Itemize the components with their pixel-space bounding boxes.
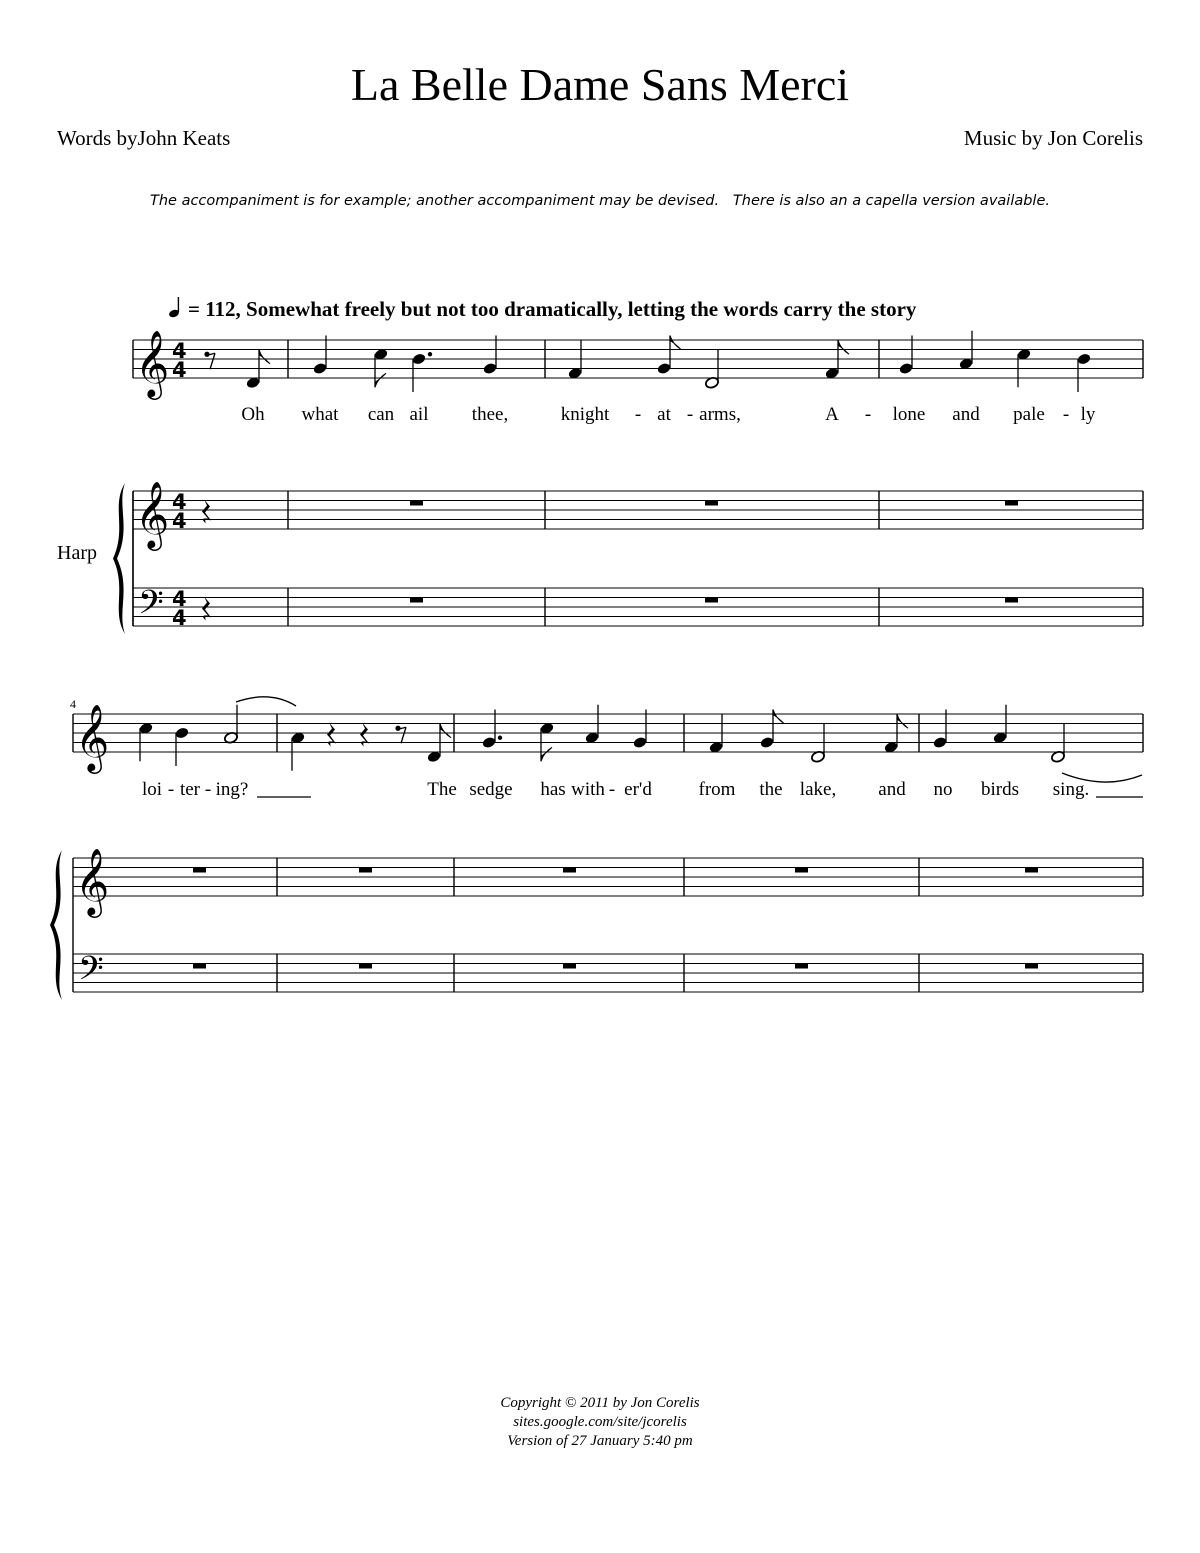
whole-rest	[193, 868, 206, 873]
bass-clef-icon: 𝄢	[138, 584, 164, 630]
note-head	[174, 726, 189, 739]
note-flag	[897, 714, 908, 728]
lyric-syllable: at	[657, 404, 671, 425]
note-flag	[773, 710, 784, 724]
note-head	[312, 362, 327, 375]
tempo-text: = 112, Somewhat freely but not too dramatically, letting the words carry the story	[188, 297, 917, 321]
whole-rest	[563, 964, 576, 969]
note-flag	[541, 747, 552, 761]
piano-brace	[113, 483, 125, 634]
whole-rest	[410, 598, 423, 603]
performance-note: The accompaniment is for example; another accompaniment may be devised. There is also an a capella version available.	[150, 193, 1050, 209]
lyric-syllable: ter	[179, 779, 201, 800]
tie	[236, 697, 296, 706]
whole-rest	[1005, 598, 1018, 603]
whole-rest	[193, 964, 206, 969]
note-head	[759, 736, 774, 749]
whole-rest	[1025, 868, 1038, 873]
note-head	[656, 362, 671, 375]
whole-rest	[1025, 964, 1038, 969]
lyric-syllable: A	[825, 404, 839, 425]
whole-rest	[705, 501, 718, 506]
whole-rest	[563, 868, 576, 873]
time-signature-bottom: 4	[172, 509, 187, 533]
whole-rest	[359, 868, 372, 873]
website-line: sites.google.com/site/jcorelis	[513, 1414, 687, 1430]
copyright-line: Copyright © 2011 by Jon Corelis	[500, 1395, 700, 1411]
lyric-syllable: ly	[1080, 404, 1096, 425]
note-head	[898, 362, 913, 375]
lyric-syllable: ail	[409, 404, 429, 425]
lyric-syllable: no	[933, 779, 953, 800]
time-signature-top: 4	[172, 339, 187, 363]
time-signature-bottom: 4	[172, 358, 187, 382]
lyric-syllable: -	[686, 404, 694, 425]
whole-rest	[795, 964, 808, 969]
harp-treble-staff	[133, 491, 1143, 529]
note-flag	[259, 350, 270, 364]
lyric-syllable: er'd	[624, 779, 652, 800]
lyric-syllable: -	[608, 779, 616, 800]
whole-rest	[410, 501, 423, 506]
note-head	[481, 736, 496, 749]
version-line: Version of 27 January 5:40 pm	[507, 1433, 693, 1449]
treble-clef-icon: 𝄞	[135, 480, 170, 548]
lyric-syllable: sedge	[469, 779, 513, 800]
lyric-syllable: ing?	[215, 779, 249, 800]
note-flag	[838, 340, 849, 354]
footer	[0, 1394, 1200, 1451]
eighth-rest	[401, 727, 406, 743]
lyric-syllable: what	[301, 404, 339, 425]
lyric-syllable: from	[698, 779, 736, 800]
lyric-syllable: birds	[981, 779, 1019, 800]
lyric-syllable: arms,	[699, 404, 741, 425]
lyric-syllable: knight	[560, 404, 610, 425]
treble-clef-icon: 𝄞	[135, 329, 170, 397]
lyric-syllable: the	[759, 779, 783, 800]
note-head	[1076, 352, 1091, 365]
composer-credit: Music by Jon Corelis	[963, 126, 1143, 150]
piano-brace	[50, 850, 62, 1000]
lyric-syllable: -	[1062, 404, 1070, 425]
lyric-syllable: with	[571, 779, 605, 800]
whole-rest	[705, 598, 718, 603]
page-title: La Belle Dame Sans Merci	[350, 59, 850, 110]
treble-clef-icon: 𝄞	[75, 847, 110, 915]
note-head	[932, 736, 947, 749]
lyric-syllable: lake,	[799, 779, 837, 800]
lyric-syllable: pale	[1013, 404, 1045, 425]
note-flag	[375, 373, 386, 387]
note-head	[632, 736, 647, 749]
whole-rest	[1005, 501, 1018, 506]
harp-treble-staff	[73, 858, 1143, 896]
lyric-syllable: Oh	[241, 404, 265, 425]
lyric-syllable: and	[878, 779, 906, 800]
instrument-label: Harp	[57, 542, 97, 564]
dot	[428, 352, 432, 356]
lyric-syllable: sing.	[1052, 779, 1090, 800]
whole-rest	[359, 964, 372, 969]
note-head	[411, 352, 426, 365]
time-signature-top: 4	[172, 490, 187, 514]
dot	[498, 736, 502, 740]
note-flag	[670, 336, 681, 350]
treble-clef-icon: 𝄞	[75, 703, 110, 771]
voice-staff	[133, 340, 1143, 378]
time-signature-top: 4	[172, 587, 187, 611]
lyric-syllable: -	[864, 404, 872, 425]
note-head	[482, 362, 497, 375]
lyric-syllable: and	[952, 404, 980, 425]
time-signature-bottom: 4	[172, 606, 187, 630]
eighth-rest	[210, 353, 215, 369]
measure-number: 4	[70, 697, 76, 711]
bass-clef-icon: 𝄢	[78, 950, 104, 996]
lyric-syllable: thee,	[471, 404, 509, 425]
lyric-syllable: The	[427, 779, 457, 800]
lyric-syllable: can	[367, 404, 395, 425]
lyricist-credit: Words byJohn Keats	[57, 126, 231, 150]
lyric-syllable: loi	[141, 779, 163, 800]
harp-bass-staff	[133, 588, 1143, 626]
lyric-syllable: lone	[892, 404, 926, 425]
note-flag	[440, 724, 451, 738]
lyric-syllable: -	[167, 779, 175, 800]
harp-bass-staff	[73, 954, 1143, 992]
lyric-syllable: -	[204, 779, 212, 800]
lyric-syllable: has	[540, 779, 566, 800]
whole-rest	[795, 868, 808, 873]
lyric-syllable: -	[634, 404, 642, 425]
